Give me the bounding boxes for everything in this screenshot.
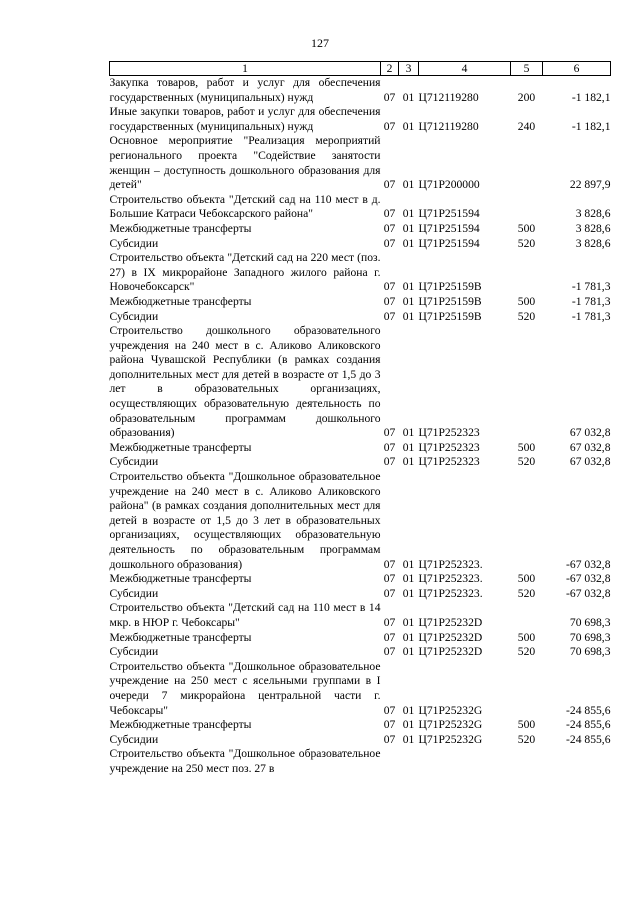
row-target-code: Ц71Р252323. <box>418 586 483 600</box>
table-row <box>110 455 611 470</box>
row-amount: 3 828,6 <box>575 207 611 221</box>
row-subsection: 01 <box>402 178 415 192</box>
row-amount: -1 781,3 <box>571 294 611 308</box>
row-expense-type <box>511 470 543 572</box>
table-row <box>110 587 611 602</box>
row-section: 07 <box>383 280 396 294</box>
row-amount: -1 781,3 <box>571 280 611 294</box>
row-amount: -24 855,6 <box>566 732 611 746</box>
header-col-5: 5 <box>511 62 543 76</box>
row-subsection: 01 <box>402 718 415 732</box>
budget-table <box>109 61 611 777</box>
row-amount: -1 781,3 <box>571 309 611 323</box>
table-row <box>110 601 611 630</box>
table-row <box>110 76 611 106</box>
row-section: 07 <box>383 221 396 235</box>
row-target-code: Ц712119280 <box>418 119 479 133</box>
row-section: 07 <box>383 586 396 600</box>
row-amount: 22 897,9 <box>569 178 611 192</box>
row-section: 07 <box>383 572 396 586</box>
row-subsection: 01 <box>402 294 415 308</box>
row-target-code: Ц71Р25159В <box>418 280 482 294</box>
row-section: 07 <box>383 294 396 308</box>
row-subsection: 01 <box>402 645 415 659</box>
row-amount: 67 032,8 <box>569 426 611 440</box>
row-amount: 67 032,8 <box>569 440 611 454</box>
row-target-code: Ц71Р25159В <box>418 309 482 323</box>
row-target-code: Ц71Р251594 <box>418 236 480 250</box>
row-expense-type <box>511 134 543 192</box>
row-subsection <box>399 747 419 776</box>
row-section: 07 <box>383 119 396 133</box>
table-row <box>110 441 611 456</box>
row-target-code: Ц71Р25232G <box>418 732 483 746</box>
row-section: 07 <box>383 703 396 717</box>
row-subsection: 01 <box>402 455 415 469</box>
table-row <box>110 134 611 192</box>
row-name: Субсидии <box>109 732 159 746</box>
table-row <box>110 747 611 776</box>
row-expense-type: 520 <box>517 586 536 600</box>
header-col-1: 1 <box>110 62 381 76</box>
row-name: Межбюджетные трансферты <box>109 630 252 644</box>
row-target-code: Ц712119280 <box>418 90 479 104</box>
table-row <box>110 572 611 587</box>
row-section: 07 <box>383 630 396 644</box>
row-amount: 70 698,3 <box>569 615 611 629</box>
row-section: 07 <box>383 455 396 469</box>
table-row <box>110 193 611 222</box>
row-subsection: 01 <box>402 703 415 717</box>
row-section: 07 <box>383 90 396 104</box>
table-row <box>110 105 611 134</box>
row-target-code: Ц71Р252323 <box>418 440 480 454</box>
row-section: 07 <box>383 440 396 454</box>
row-target-code: Ц71Р25232G <box>418 703 483 717</box>
row-expense-type: 500 <box>517 294 536 308</box>
row-name: Строительство дошкольного образовательного учреждения на 240 мест в с. Аликово Аликовского района Чувашской Республики (в рамках создания дополнительных мест для детей в возрасте от 1,5 до 3 лет в образовательных организациях, осуществляющих образовательную деятельность по образовательным программам дошкольного образования) <box>109 324 381 440</box>
row-section: 07 <box>383 615 396 629</box>
row-name: Субсидии <box>109 586 159 600</box>
table-row <box>110 631 611 646</box>
row-expense-type: 520 <box>517 732 536 746</box>
table-row <box>110 295 611 310</box>
row-name: Субсидии <box>109 236 159 250</box>
table-row <box>110 470 611 572</box>
row-section: 07 <box>383 426 396 440</box>
row-section: 07 <box>383 207 396 221</box>
row-amount: 67 032,8 <box>569 455 611 469</box>
row-subsection: 01 <box>402 630 415 644</box>
row-name: Основное мероприятие "Реализация мероприятий регионального проекта "Содействие занятости женщин – доступность дошкольного образования для детей" <box>109 134 381 192</box>
row-name: Межбюджетные трансферты <box>109 718 252 732</box>
row-amount: -67 032,8 <box>566 586 611 600</box>
row-name: Строительство объекта "Детский сад на 220 мест (поз. 27) в IX микрорайоне Западного жилого района г. Новочебоксарск" <box>109 251 381 294</box>
row-amount: 3 828,6 <box>575 221 611 235</box>
row-amount: 70 698,3 <box>569 630 611 644</box>
row-expense-type: 500 <box>517 440 536 454</box>
row-subsection: 01 <box>402 207 415 221</box>
row-subsection: 01 <box>402 572 415 586</box>
row-section: 07 <box>383 718 396 732</box>
row-target-code: Ц71Р25232D <box>418 645 483 659</box>
row-expense-type <box>511 660 543 718</box>
table-body <box>110 76 611 777</box>
row-amount: -24 855,6 <box>566 718 611 732</box>
row-name: Иные закупки товаров, работ и услуг для обеспечения государственных (муниципальных) нужд <box>109 105 381 133</box>
row-target-code: Ц71Р25232D <box>418 630 483 644</box>
row-expense-type: 520 <box>517 455 536 469</box>
row-expense-type: 520 <box>517 236 536 250</box>
row-subsection: 01 <box>402 586 415 600</box>
row-expense-type: 200 <box>517 90 536 104</box>
row-expense-type: 500 <box>517 630 536 644</box>
table-row <box>110 251 611 295</box>
row-target-code: Ц71Р25232G <box>418 718 483 732</box>
row-section: 07 <box>383 557 396 571</box>
row-subsection: 01 <box>402 119 415 133</box>
row-subsection: 01 <box>402 309 415 323</box>
row-expense-type: 500 <box>517 572 536 586</box>
row-target-code: Ц71Р251594 <box>418 207 480 221</box>
row-name: Строительство объекта "Дошкольное образовательное учреждение на 240 мест в с. Аликово Аликовского района" (в рамках создания дополнительных мест для детей в возрасте от 1,5 до 3 лет в образовательных организациях, осуществляющих образовательную деятельность по образовательным программам дошкольного образования) <box>109 470 381 571</box>
row-name: Межбюджетные трансферты <box>109 294 252 308</box>
row-target-code: Ц71Р25159В <box>418 294 482 308</box>
table-row <box>110 733 611 748</box>
row-expense-type: 240 <box>517 119 536 133</box>
row-amount: 3 828,6 <box>575 236 611 250</box>
row-amount: -24 855,6 <box>566 703 611 717</box>
row-section: 07 <box>383 732 396 746</box>
row-expense-type: 500 <box>517 221 536 235</box>
row-section: 07 <box>383 309 396 323</box>
row-expense-type <box>511 601 543 630</box>
header-col-6: 6 <box>543 62 611 76</box>
table-row <box>110 660 611 718</box>
row-section: 07 <box>383 645 396 659</box>
row-name: Закупка товаров, работ и услуг для обеспечения государственных (муниципальных) нужд <box>109 76 381 104</box>
row-name: Межбюджетные трансферты <box>109 221 252 235</box>
row-amount: -1 182,1 <box>571 90 611 104</box>
row-subsection: 01 <box>402 440 415 454</box>
row-name: Строительство объекта "Детский сад на 110 мест в 14 мкр. в НЮР г. Чебоксары" <box>109 601 381 629</box>
row-target-code: Ц71Р252323. <box>418 557 483 571</box>
row-target-code <box>419 747 511 776</box>
row-expense-type <box>511 324 543 441</box>
header-col-2: 2 <box>381 62 399 76</box>
row-expense-type <box>511 251 543 295</box>
header-col-3: 3 <box>399 62 419 76</box>
row-amount: -67 032,8 <box>566 557 611 571</box>
row-amount: -1 182,1 <box>571 119 611 133</box>
row-subsection: 01 <box>402 732 415 746</box>
row-subsection: 01 <box>402 221 415 235</box>
row-expense-type <box>511 747 543 776</box>
table-row <box>110 324 611 441</box>
row-name: Межбюджетные трансферты <box>109 440 252 454</box>
row-target-code: Ц71Р200000 <box>418 178 480 192</box>
row-subsection: 01 <box>402 557 415 571</box>
row-target-code: Ц71Р252323 <box>418 426 480 440</box>
row-expense-type: 520 <box>517 309 536 323</box>
row-subsection: 01 <box>402 615 415 629</box>
row-subsection: 01 <box>402 236 415 250</box>
row-expense-type <box>511 193 543 222</box>
row-name: Строительство объекта "Детский сад на 110 мест в д. Большие Катраси Чебоксарского района" <box>109 192 381 221</box>
table-row <box>110 222 611 237</box>
row-target-code: Ц71Р252323 <box>418 455 480 469</box>
table-row <box>110 718 611 733</box>
row-name: Строительство объекта "Дошкольное образовательное учреждение на 250 мест с ясельными группами в I очереди 7 микрорайона центральной части г. Чебоксары" <box>109 659 381 717</box>
row-name: Строительство объекта "Дошкольное образовательное учреждение на 250 мест поз. 27 в <box>109 747 381 775</box>
row-target-code: Ц71Р25232D <box>418 615 483 629</box>
row-section: 07 <box>383 178 396 192</box>
row-target-code: Ц71Р251594 <box>418 221 480 235</box>
row-section: 07 <box>383 236 396 250</box>
table-row <box>110 237 611 252</box>
row-expense-type: 500 <box>517 718 536 732</box>
table-row <box>110 310 611 325</box>
row-subsection: 01 <box>402 426 415 440</box>
row-target-code: Ц71Р252323. <box>418 572 483 586</box>
row-name: Субсидии <box>109 645 159 659</box>
row-expense-type: 520 <box>517 645 536 659</box>
row-amount: -67 032,8 <box>566 572 611 586</box>
row-name: Межбюджетные трансферты <box>109 572 252 586</box>
row-section <box>381 747 399 776</box>
header-col-4: 4 <box>419 62 511 76</box>
row-name: Субсидии <box>109 455 159 469</box>
page-number: 127 <box>311 36 329 50</box>
row-subsection: 01 <box>402 280 415 294</box>
row-amount <box>543 747 611 776</box>
table-header-row <box>110 62 611 76</box>
row-subsection: 01 <box>402 90 415 104</box>
row-amount: 70 698,3 <box>569 645 611 659</box>
row-name: Субсидии <box>109 309 159 323</box>
table-row <box>110 645 611 660</box>
